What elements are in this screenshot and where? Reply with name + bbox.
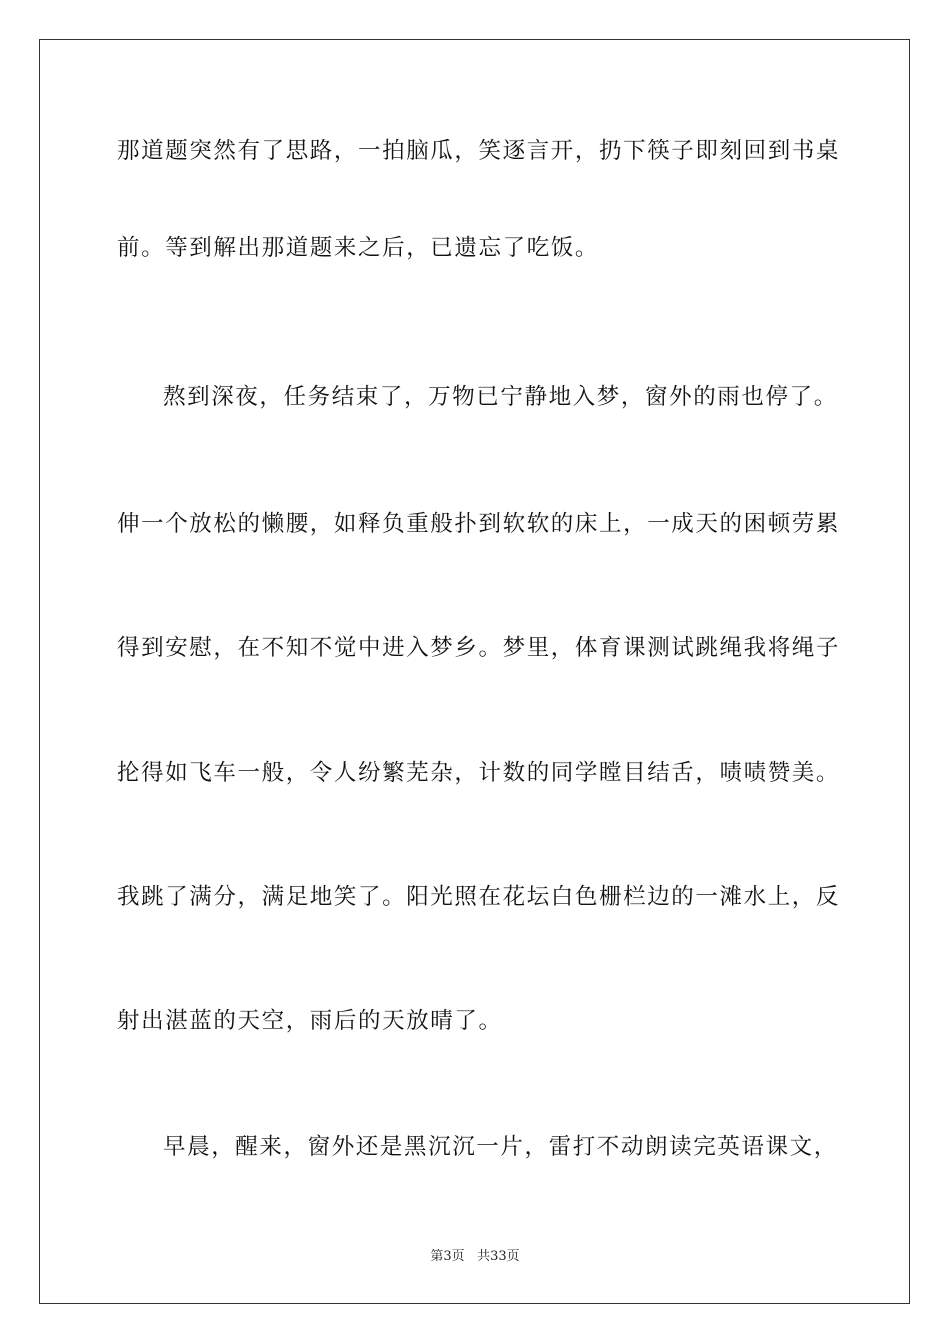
text-line-1: 那道题突然有了思路，一拍脑瓜，笑逐言开，扔下筷子即刻回到书桌 xyxy=(117,138,841,164)
page-number: 第3页 xyxy=(430,1249,465,1264)
text-line-6: 抡得如飞车一般，令人纷繁芜杂，计数的同学瞠目结舌，啧啧赞美。 xyxy=(117,760,841,786)
text-line-4: 伸一个放松的懒腰，如释负重般扑到软软的床上，一成天的困顿劳累 xyxy=(117,511,841,537)
text-line-8: 射出湛蓝的天空，雨后的天放晴了。 xyxy=(117,1008,503,1034)
text-line-7: 我跳了满分，满足地笑了。阳光照在花坛白色栅栏边的一滩水上，反 xyxy=(117,884,841,910)
page-border xyxy=(39,39,910,1304)
text-line-3: 熬到深夜，任务结束了，万物已宁静地入梦，窗外的雨也停了。 xyxy=(163,384,838,410)
text-line-9: 早晨，醒来，窗外还是黑沉沉一片，雷打不动朗读完英语课文， xyxy=(163,1134,838,1160)
text-line-2: 前。等到解出那道题来之后，已遗忘了吃饭。 xyxy=(117,235,600,261)
text-line-5: 得到安慰，在不知不觉中进入梦乡。梦里，体育课测试跳绳我将绳子 xyxy=(117,635,841,661)
page-total: 共33页 xyxy=(477,1249,520,1264)
page-footer xyxy=(0,1248,950,1266)
